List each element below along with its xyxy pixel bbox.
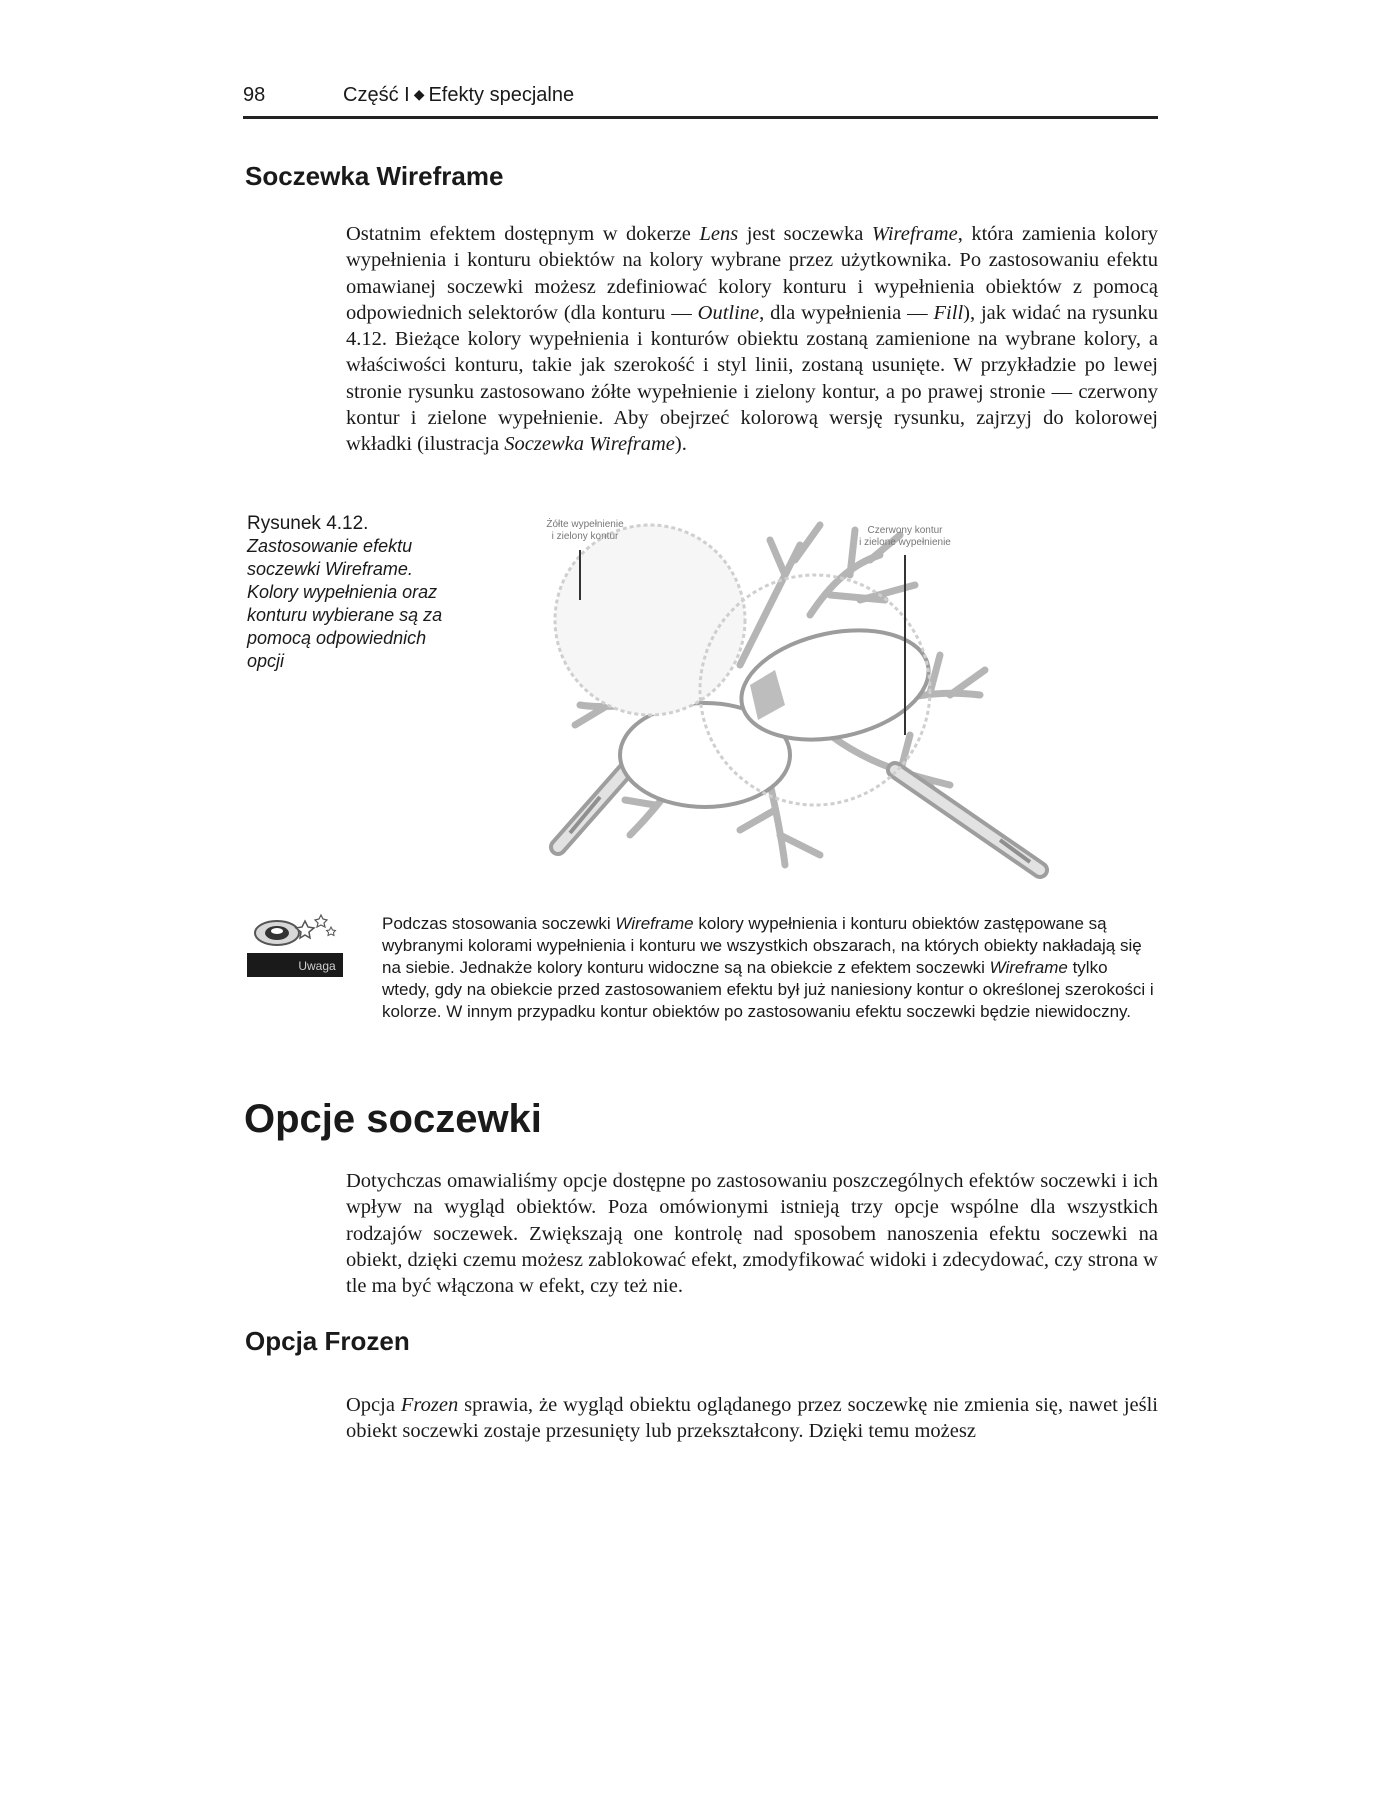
note-icon-label: Uwaga — [298, 959, 336, 973]
page-number: 98 — [243, 84, 266, 106]
section-label: Efekty specjalne — [428, 84, 575, 106]
section-paragraph: Ostatnim efektem dostępnym w dokerze Lens jest soczewka Wireframe, która zamienia kolory wypełnienia i konturu obiektów na kolory wybrane przez użytkownika. Po zastosowaniu efektu omawianej soczewki możesz zdefiniować kolory konturu i wypełnienia obiektów z pomocą odpowiednich selektorów (dla konturu — Outline, dla wypełnienia — Fill), jak widać na rysunku 4.12. Bieżące kolory wypełnienia i konturów obiektu zostaną zamienione na wybrane kolory, a właściwości konturu, takie jak szerokość i styl linii, zostaną usunięte. W przykładzie po lewej stronie rysunku zastosowano żółte wypełnienie i zielony kontur, a po prawej stronie — czerwony kontur i zielone wypełnienie. Aby obejrzeć kolorową wersję rysunku, zajrzyj do kolorowej wkładki (ilustracja Soczewka Wireframe). — [346, 223, 1159, 456]
chapter-heading: Opcje soczewki — [244, 1097, 542, 1141]
left-lens — [555, 525, 745, 715]
section-heading: Soczewka Wireframe — [245, 161, 504, 191]
lens-wireframe-illustration — [530, 505, 1070, 890]
figure-caption-text: Zastosowanie efektu soczewki Wireframe. Kolory wypełnienia oraz konturu wybierane są za pomocą odpowiednich opcji — [247, 536, 443, 671]
section-heading: Opcja Frozen — [245, 1326, 410, 1356]
section-paragraph: Dotychczas omawialiśmy opcje dostępne po zastosowaniu poszczególnych efektów soczewki i ich wpływ na wygląd obiektów. Poza omówionymi istnieją trzy opcje wspólne dla wszystkich rodzajów soczewek. Zwiększają one kontrolę nad sposobem nanoszenia efektu soczewki na obiekt, dzięki czemu możesz zablokować efekt, zmodyfikować widoki i zdecydować, czy strona w tle ma być włączona w efekt, czy też nie. — [346, 1170, 1158, 1298]
section-paragraph: Opcja Frozen sprawia, że wygląd obiektu oglądanego przez soczewkę nie zmienia się, nawet jeśli obiekt soczewki zostaje przesunięty lub przekształcony. Dzięki temu możesz — [346, 1394, 1158, 1443]
figure-caption — [247, 512, 462, 673]
diamond-icon: ◆ — [413, 86, 425, 102]
note-text: Podczas stosowania soczewki Wireframe kolory wypełnienia i konturu obiektów zastępowane są wybranymi kolorami wypełnienia i konturu we wszystkich obszarach, na których obiekty nakładają się na siebie. Jednakże kolory konturu widoczne są na obiekcie z efektem soczewki Wireframe tylko wtedy, gdy na obiekcie przed zastosowaniem efektu był już naniesiony kontur o określonej szerokości i kolorze. W innym przypadku kontur obiektów po zastosowaniu efektu soczewki będzie niewidoczny. — [382, 914, 1154, 1021]
right-lens-handle — [895, 770, 1040, 870]
note-icon — [247, 911, 343, 983]
callout-right-line2: i zielone wypełnienie — [859, 537, 951, 548]
callout-left-line1: Żółte wypełnienie — [546, 519, 624, 530]
figure-label: Rysunek 4.12. — [247, 513, 369, 534]
header-rule — [243, 116, 1158, 119]
figure-illustration — [530, 505, 1070, 890]
running-head — [343, 84, 574, 107]
part-label: Część I — [343, 84, 410, 106]
callout-left-line2: i zielony kontur — [551, 531, 619, 542]
page-header — [243, 84, 1158, 118]
callout-right-line1: Czerwony kontur — [867, 525, 943, 536]
